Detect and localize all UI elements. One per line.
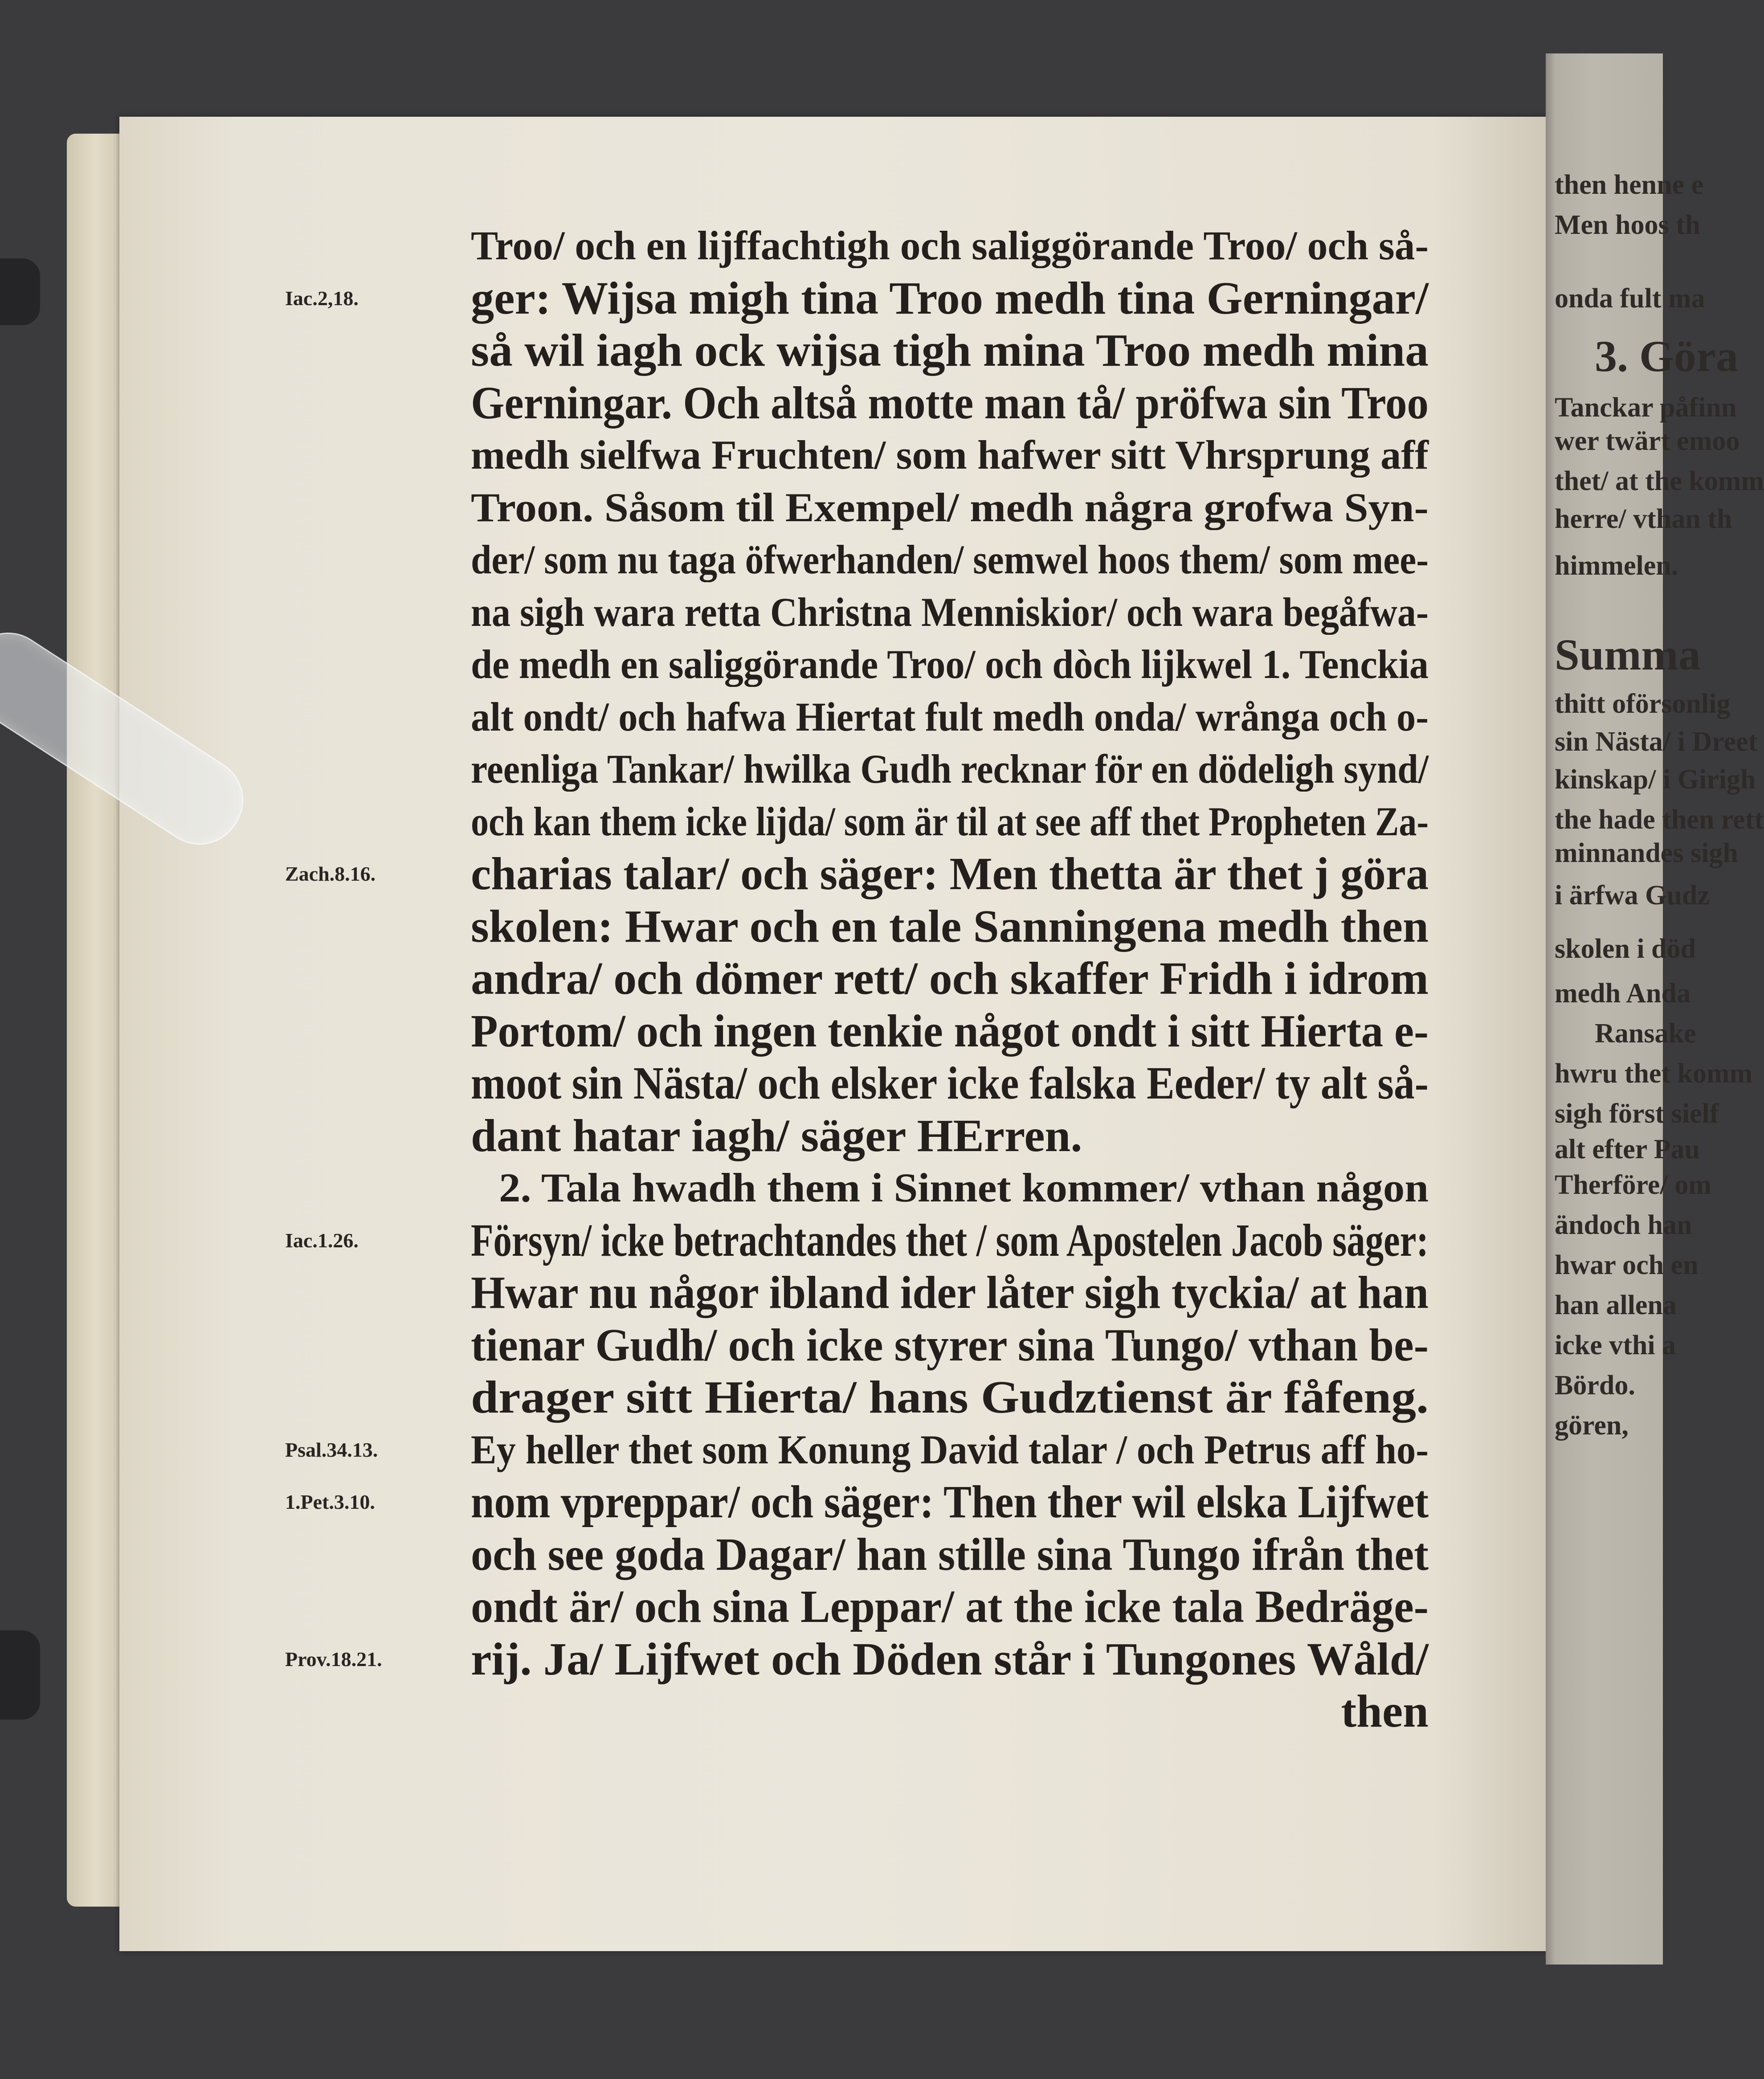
text-line: Hwar nu någor ibland ider låter sigh tyckia/ at han [471, 1267, 1429, 1318]
text-line: thet/ at the komm [1555, 466, 1764, 496]
text-line: medh sielfwa Fruchten/ som hafwer sitt Vhrsprung aff [471, 432, 1429, 478]
text-line: Försyn/ icke betrachtandes thet / som Apostelen Jacob säger: [471, 1214, 1429, 1266]
text-line: Ey heller thet som Konung David talar / och Petrus aff ho- [471, 1426, 1429, 1472]
text-line: herre/ vthan th [1555, 504, 1732, 534]
margin-reference: Iac.2,18. [285, 286, 359, 310]
text-line: medh Anda [1555, 978, 1690, 1009]
text-line: i ärfwa Gudz [1555, 880, 1710, 911]
margin-reference: Zach.8.16. [285, 862, 376, 885]
text-line: alt ondt/ och hafwa Hiertat fult medh onda/ wrånga och o- [471, 694, 1429, 739]
text-line: then [1341, 1686, 1429, 1737]
text-line: andra/ och dömer rett/ och skaffer Fridh i idrom [471, 953, 1429, 1004]
text-line: skolen: Hwar och en tale Sanningena medh then [471, 900, 1429, 952]
text-line: tienar Gudh/ och icke styrer sina Tungo/ vthan be- [471, 1319, 1429, 1371]
text-line: Therföre/ om [1555, 1170, 1711, 1200]
text-line: rij. Ja/ Lijfwet och Döden står i Tungones Wåld/ [471, 1633, 1429, 1685]
text-line: charias talar/ och säger: Men thetta är thet j göra [471, 848, 1429, 899]
text-line: och kan them icke lijda/ som är til at see aff thet Propheten Za- [471, 798, 1429, 844]
text-line: Gerningar. Och altså motte man tå/ pröfwa sin Troo [471, 377, 1429, 429]
book-clamp-top [0, 258, 40, 325]
text-line: sigh först sielf [1555, 1099, 1719, 1129]
right-page [1546, 53, 1764, 1965]
text-line: ger: Wijsa migh tina Troo medh tina Gerningar/ [471, 272, 1429, 324]
margin-reference: Iac.1.26. [285, 1229, 359, 1252]
text-line: sin Nästa/ i Dreet [1555, 727, 1758, 757]
text-line: 2. Tala hwadh them i Sinnet kommer/ vthan någon [499, 1165, 1429, 1210]
text-line: alt efter Pau [1555, 1134, 1700, 1164]
text-line: moot sin Nästa/ och elsker icke falska Eeder/ ty alt så- [471, 1058, 1429, 1109]
text-line: onda fult ma [1555, 283, 1705, 314]
text-line: de medh en saliggörande Troo/ och dòch lijkwel 1. Tenckia [471, 641, 1429, 687]
text-line: hwru thet komm [1555, 1058, 1753, 1089]
text-line: himmelen. [1555, 551, 1678, 581]
text-line: Troo/ och en lijffachtigh och saliggörande Troo/ och så- [471, 223, 1429, 268]
text-line: Summa [1555, 630, 1701, 679]
text-line: och see goda Dagar/ han stille sina Tungo ifrån thet [471, 1528, 1429, 1580]
text-line: minnandes sigh [1555, 838, 1738, 868]
margin-reference: 1.Pet.3.10. [285, 1491, 375, 1513]
text-line: Portom/ och ingen tenkie något ondt i sitt Hierta e- [471, 1005, 1429, 1057]
margin-reference: Psal.34.13. [285, 1438, 378, 1461]
text-line: han allena [1555, 1290, 1677, 1320]
text-line: reenliga Tankar/ hwilka Gudh recknar för en dödeligh synd/ [471, 746, 1429, 792]
text-line: Tanckar påfinn [1555, 392, 1737, 423]
text-line: skolen i död [1555, 934, 1696, 964]
text-line: der/ som nu taga öfwerhanden/ semwel hoos them/ som mee- [471, 537, 1429, 582]
text-line: ändoch han [1555, 1210, 1692, 1240]
text-line: 3. Göra [1595, 331, 1739, 381]
text-line: kinskap/ i Girigh [1555, 764, 1756, 795]
text-line: hwar och en [1555, 1250, 1699, 1280]
text-line: nom vpreppar/ och säger: Then ther wil elska Lijfwet [471, 1476, 1429, 1528]
text-line: then henne e [1555, 170, 1704, 200]
text-line: icke vthi a [1555, 1330, 1676, 1360]
text-line: the hade then rett [1555, 805, 1764, 835]
text-line: na sigh wara retta Christna Menniskior/ och wara begåfwa- [471, 589, 1429, 635]
text-line: så wil iagh ock wijsa tigh mina Troo medh mina [471, 325, 1429, 376]
text-line: Troon. Såsom til Exempel/ medh några grofwa Syn- [471, 484, 1429, 530]
text-line: ondt är/ och sina Leppar/ at the icke tala Bedräge- [471, 1581, 1429, 1632]
text-line: gören, [1555, 1410, 1629, 1441]
margin-reference: Prov.18.21. [285, 1647, 382, 1671]
text-line: thitt oförsonlig [1555, 689, 1731, 719]
book-clamp-bottom [0, 1630, 40, 1720]
text-line: drager sitt Hierta/ hans Gudztienst är fåfeng. [471, 1372, 1429, 1423]
text-line: Bördo. [1555, 1370, 1635, 1401]
text-line: Ransake [1595, 1018, 1696, 1049]
text-line: dant hatar iagh/ säger HErren. [471, 1110, 1082, 1161]
text-line: wer twärt emoo [1555, 426, 1740, 456]
text-line: Men hoos th [1555, 210, 1701, 240]
